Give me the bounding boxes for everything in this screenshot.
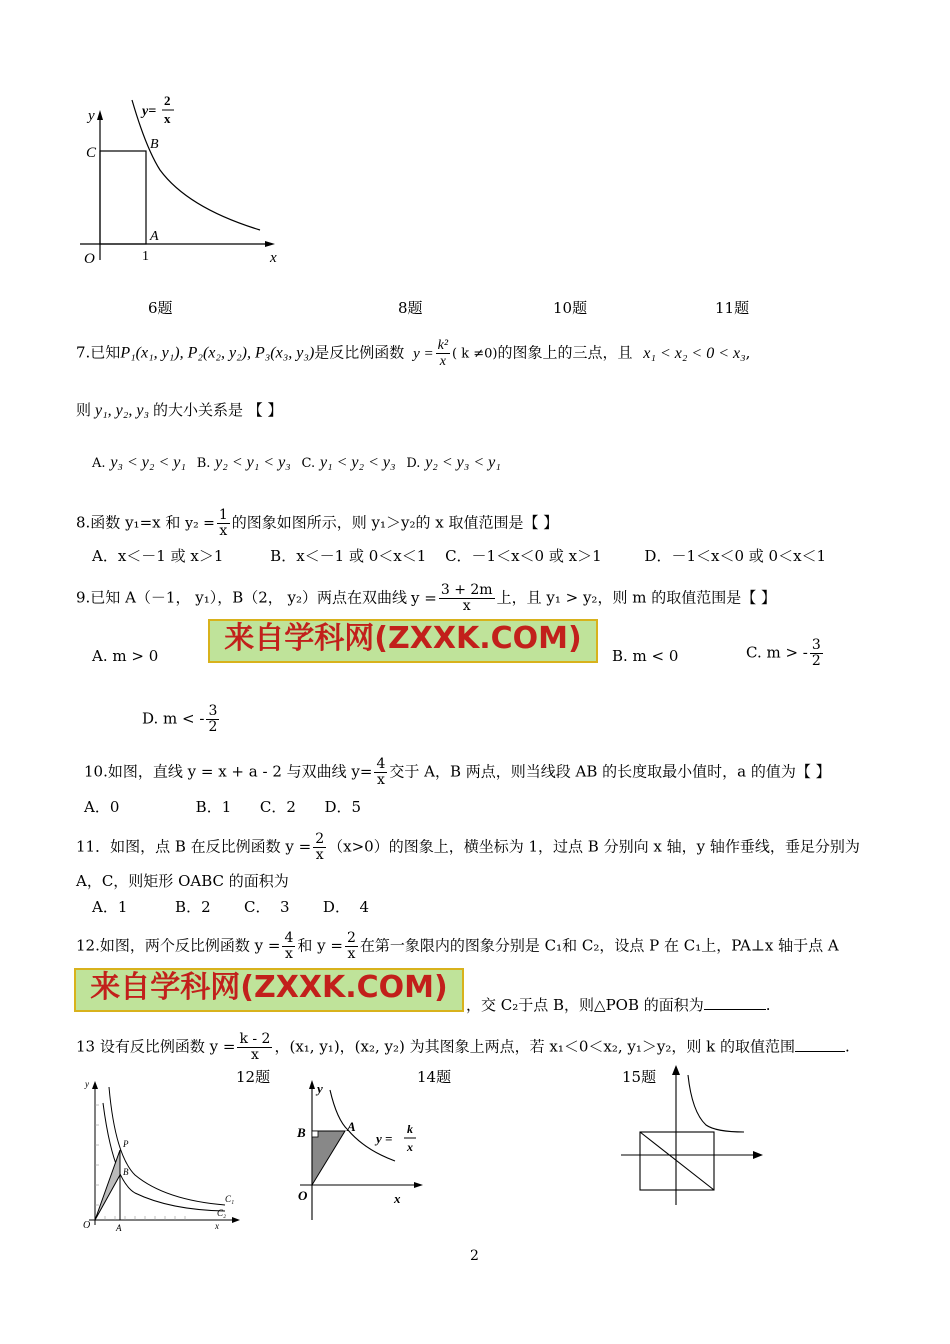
fig14-y-label: y [317, 1081, 323, 1096]
fig6-O-label: O [84, 251, 95, 267]
figure-label-14: 14题 [417, 1068, 452, 1086]
figure-15-graph [616, 1060, 771, 1210]
watermark-banner-2: 来自学科网(ZXXK.COM) [74, 968, 464, 1012]
question-11-options: A．1 B．2 C． 3 D． 4 [92, 898, 370, 916]
figure-label-10: 10题 [553, 299, 588, 317]
question-11-line-2: A，C，则矩形 OABC 的面积为 [76, 872, 289, 890]
page-number: 2 [470, 1248, 479, 1264]
watermark-banner-1: 来自学科网(ZXXK.COM) [208, 619, 598, 663]
q7-option-c: y₁ < y₂ < y₃ [319, 454, 396, 471]
q12-answer-blank[interactable] [704, 1009, 766, 1010]
figure-6-graph [70, 90, 290, 280]
q7-option-a: y₃ < y₂ < y₁ [110, 454, 186, 471]
fig12-O-label: O [83, 1220, 91, 1231]
question-11-stem: 11．如图，点 B 在反比例函数 y = $\frac{2}{x}$ （x>0）的图象上，横坐标为 1，过点 B 分别向 x 轴，y 轴作垂线，垂足分别为 [76, 831, 860, 863]
figure-label-8: 8题 [398, 299, 423, 317]
fig6-B-label: B [150, 137, 159, 152]
q7-condition: ( k ≠0) [452, 346, 498, 362]
fig14-B-label: B [297, 1125, 306, 1140]
fig6-func-den: x [164, 111, 171, 126]
question-10-options: A．0 B．1 C．2 D．5 [84, 798, 362, 816]
figure-label-11: 11题 [715, 299, 750, 317]
figure-label-15: 15题 [622, 1068, 657, 1086]
fig12-A-label: A [116, 1223, 122, 1233]
fig14-O-label: O [298, 1188, 308, 1203]
fig12-y-label: y [85, 1079, 89, 1089]
q8-option-a: A．x＜－1 或 x＞1 [92, 547, 224, 565]
fig12-P-label: P [123, 1139, 129, 1149]
fig14-func-num: k [407, 1122, 413, 1136]
fig14-func-label: y = [376, 1131, 393, 1146]
q7-points: P₁(x₁, y₁), P₂(x₂, y₂), P₃(x₃, y₃) [120, 344, 315, 362]
question-10-stem: 10.如图，直线 y = x + a - 2 与双曲线 y= $\frac{4}{x}$ 交于 A，B 两点，则当线段 AB 的长度取最小值时，a 的值为【 】 [84, 756, 831, 788]
question-12-stem: 12.如图，两个反比例函数 y = $\frac{4}{x}$ 和 y = $\frac{2}{x}$ 在第一象限内的图象分别是 C₁和 C₂，设点 P 在 C₁上，PA⊥x 轴于点 A [76, 930, 839, 962]
q9-option-a: A. m > 0 [92, 647, 159, 665]
question-8-options [92, 546, 826, 566]
figure-12-graph [75, 1075, 250, 1235]
fig6-func-label: y= [142, 104, 157, 119]
fig6-one-label: 1 [142, 249, 149, 264]
q7-option-d: y₂ < y₃ < y₁ [425, 454, 501, 471]
figure-label-6: 6题 [148, 299, 173, 317]
question-8-stem: 8.函数 y₁=x 和 y₂ = $\frac{1}{x}$ 的图象如图所示，则 y₁＞y₂的 x 取值范围是【 】 [76, 507, 559, 539]
q7-option-b: y₂ < y₁ < y₃ [215, 454, 291, 471]
q9-option-c: C. m > - $\frac{3}{2}$ [746, 637, 821, 669]
fig14-x-label: x [394, 1191, 401, 1206]
fig6-C-label: C [86, 145, 97, 161]
question-7-line-1: 7.已知P₁(x₁, y₁), P₂(x₂, y₂), P₃(x₃, y₃)是反比例函数 y = $\frac{\text{k²}}{x}$ ( k ≠0)的图象上的三点，且 x₁ < x₂ < 0 < x₃, [76, 338, 751, 369]
q8-option-b: B．x＜－1 或 0＜x＜1 [270, 547, 427, 565]
q7-order: x₁ < x₂ < 0 < x₃ [643, 344, 746, 362]
q9-option-b: B. m < 0 [612, 647, 679, 665]
q13-answer-blank[interactable] [795, 1051, 845, 1052]
question-13-stem: 13 设有反比例函数 y = $\frac{k - 2}{x}$ ，(x₁, y₁)，(x₂, y₂) 为其图象上两点，若 x₁＜0＜x₂, y₁＞y₂，则 k 的取值范围 . [76, 1031, 850, 1063]
fig14-func-den: x [407, 1140, 413, 1154]
fig12-x-label: x [215, 1221, 219, 1231]
q7-fraction: $\frac{\text{k²}}{x}$ [437, 338, 449, 369]
fig14-A-label: A [347, 1119, 356, 1134]
q9-option-d: D. m < - $\frac{3}{2}$ [142, 703, 218, 735]
question-9-stem: 9.已知 A（－1， y₁），B（2， y₂）两点在双曲线 y = $\frac{3 + 2m}{x}$ 上，且 y₁ > y₂，则 m 的取值范围是【 】 [76, 582, 776, 614]
figure-14-graph [290, 1075, 430, 1225]
fig12-C1-label: C₁ [225, 1194, 235, 1204]
q8-option-c: C．－1＜x＜0 或 x＞1 [445, 547, 602, 565]
fig6-x-label: x [270, 250, 277, 266]
question-7-line-2: 则 y₁, y₂, y₃ 的大小关系是 【 】 [76, 401, 283, 419]
fig6-func-num: 2 [164, 93, 171, 108]
q7-ys: y₁, y₂, y₃ [95, 402, 150, 419]
figure-label-12: 12题 [236, 1068, 271, 1086]
fig12-C2-label: C₂ [217, 1208, 227, 1218]
fig6-A-label: A [150, 229, 159, 244]
fig6-y-label: y [88, 108, 95, 124]
question-7-options: A. y₃ < y₂ < y₁ B. y₂ < y₁ < y₃ C. y₁ < y₂ < y₃ D. y₂ < y₃ < y₁ [92, 454, 501, 471]
question-12-line-2: ，交 C₂于点 B，则△POB 的面积为 . [466, 996, 771, 1014]
q8-option-d: D．－1＜x＜0 或 0＜x＜1 [644, 547, 827, 565]
fig12-B-label: B [123, 1167, 129, 1177]
